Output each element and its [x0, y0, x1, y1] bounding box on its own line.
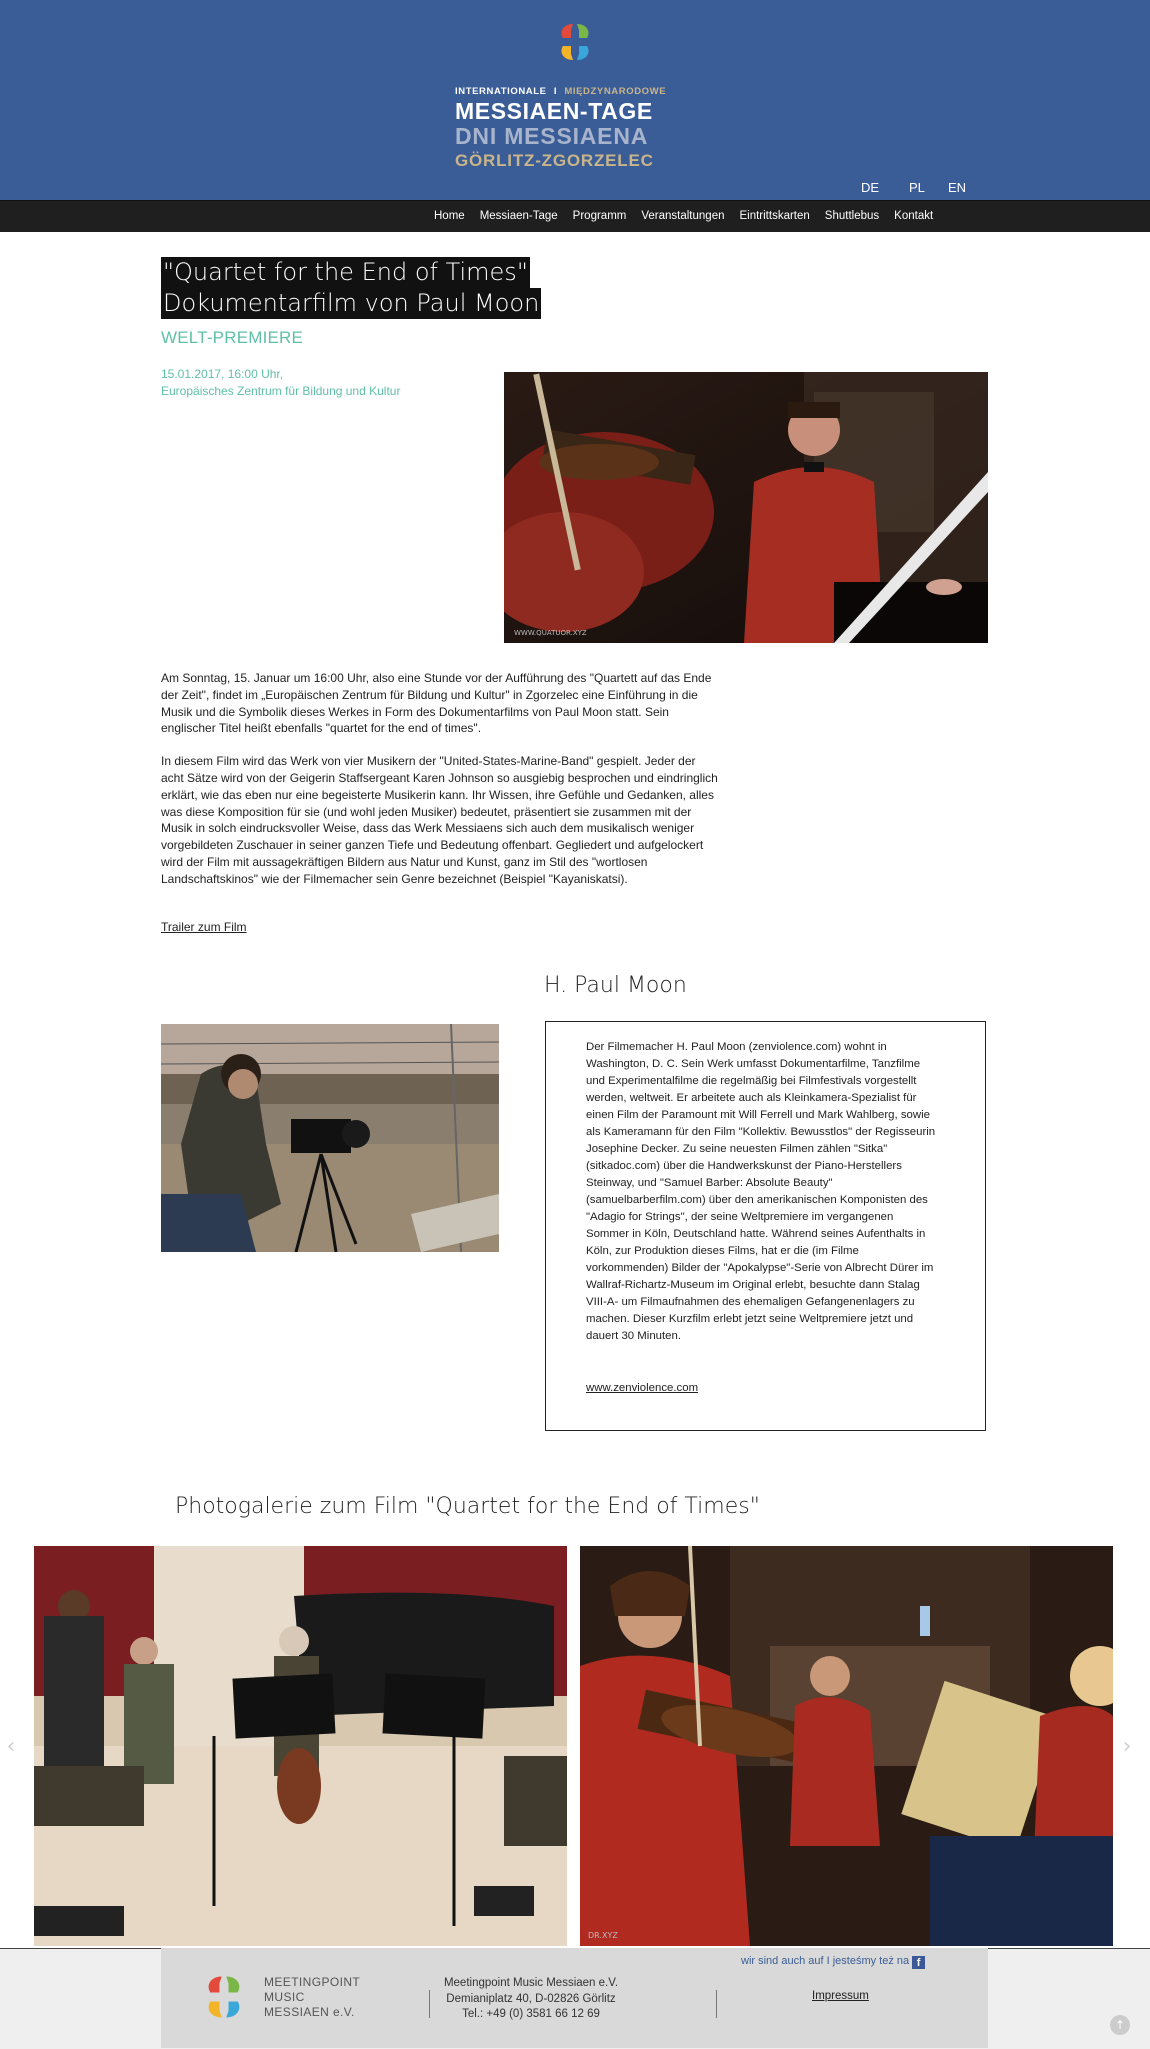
nav-eintrittskarten[interactable]: Eintrittskarten	[739, 210, 810, 222]
nav-home[interactable]: Home	[434, 210, 465, 222]
bio-text: Der Filmemacher H. Paul Moon (zenviolence.com) wohnt in Washington, D. C. Sein Werk umfasst Dokumentarfilme, Tanzfilme und Experimentalfilme die regelmäßig bei Filmfestivals vorgestellt werden, weltweit. Er arbeitete auch als Kleinkamera-Spezialist für einen Film der Paramount mit Will Ferrell und Mark Wahlberg, sowie als Kameramann für den Film "Kollektiv. Bewusstlos" der Regisseurin Josephine Decker. Zu seine neuesten Filmen zählen "Sitka" (sitkadoc.com) über die Handwerkskunst der Piano-Herstellers Steinway, und "Samuel Barber: Absolute Beauty" (samuelbarberfilm.com) über den amerikanischen Komponisten des "Adagio for Strings", der seine Weltpremiere im vergangenen Sommer in Köln, Deutschland hatte. Während seines Aufenthalts in Köln, zur Produktion dieses Films, hat er die (im Filme vorkommenden) Bilder der "Apokalypse"-Serie von Albrecht Dürer im Wallraf-Richartz-Museum im Original erlebt, besuchte dann Stalag VIII-A- um Filmaufnahmen des ehemaligen Gefangenenlagers zu machen. Dieser Kurzfilm erlebt jetzt seine Weltpremiere jetzt und dauert 30 Minuten.	[586, 1041, 936, 1342]
footer-social[interactable]: wir sind auch auf I jesteśmy też na f	[741, 1955, 925, 1969]
paragraph-1: Am Sonntag, 15. Januar um 16:00 Uhr, also eine Stunde vor der Aufführung des "Quartett auf das Ende der Zeit", findet im „Europäischen Zentrum für Bildung und Kultur" in Zgorzelec eine Einführung in die Musik und die Symbolik dieses Werkes in Form des Dokumentarfilms von Paul Moon statt. Sein englischer Titel heißt ebenfalls "quartet for the end of times".	[161, 671, 712, 736]
site-footer	[161, 1948, 988, 2048]
lang-de-link[interactable]: DE	[861, 180, 880, 195]
paragraph-2: In diesem Film wird das Werk von vier Musikern der "United-States-Marine-Band" gespielt. Jeder der acht Sätze wird von der Geigerin Staffsergeant Karen Johnson so ausgiebig besprochen und eindringlich erklärt, wie das eben nur eine begeisterte Musikerin kann. Ihr Wissen, ihre Gefühle und Gedanken, alles was diese Komposition für sie (und wohl jeden Musiker) bedeutet, präsentiert sie zusammen mit der Musik in solch eindrucksvoller Weise, dass das Werk Messiaens sich auch dem musikalisch weniger vorgebildeten Zuschauer in seiner ganzen Tiefe und Bedeutung offenbart. Gegliedert und aufgelockert wird der Film mit aussagekräftigen Bildern aus Natur und Kunst, ganz im Stil des "wortlosen Landschaftskinos" wie der Filmemacher sein Genre bezeichnet (Beispiel "Kayaniskatsi).	[161, 754, 718, 886]
gallery-next-arrow[interactable]: ›	[1122, 1733, 1132, 1759]
gallery-heading: Photogalerie zum Film "Quartet for the End of Times"	[175, 1494, 760, 1519]
bio-heading: H. Paul Moon	[544, 973, 687, 998]
bio-box	[545, 1021, 986, 1431]
lang-en-link[interactable]: EN	[948, 180, 967, 195]
footer-divider	[429, 1990, 430, 2018]
footer-address: Meetingpoint Music Messiaen e.V. Demianiplatz 40, D-02826 Görlitz Tel.: +49 (0) 3581 66 12 69	[443, 1977, 619, 2020]
festival-name-pl: DNI MESSIAENA	[455, 123, 649, 149]
festival-name-de: MESSIAEN-TAGE	[455, 98, 653, 124]
nav-veranstaltungen[interactable]: Veranstaltungen	[641, 210, 725, 222]
photo-gallery	[0, 1546, 1150, 1946]
main-navigation	[0, 200, 1150, 232]
gallery-image-1[interactable]	[34, 1546, 567, 1946]
facebook-icon[interactable]: f	[912, 1956, 925, 1969]
nav-shuttlebus[interactable]: Shuttlebus	[824, 210, 880, 222]
subtitle: WELT-PREMIERE	[161, 328, 304, 347]
page-title	[161, 257, 541, 319]
festival-logo-icon[interactable]	[553, 20, 597, 64]
scroll-to-top-icon[interactable]: ↑	[1110, 2015, 1130, 2035]
meetingpoint-logo-icon[interactable]	[199, 1972, 249, 2022]
footer-org-name: MEETINGPOINT MUSIC MESSIAEN e.V.	[264, 1975, 361, 2019]
festival-tagline: INTERNATIONALE I MIĘDZYNARODOWE	[455, 86, 667, 97]
title-line-1: "Quartet for the End of Times"	[163, 258, 528, 286]
nav-messiaen-tage[interactable]: Messiaen-Tage	[479, 210, 558, 222]
trailer-link[interactable]: Trailer zum Film	[161, 920, 247, 934]
footer-divider	[716, 1990, 717, 2018]
lang-pl-link[interactable]: PL	[909, 180, 925, 195]
festival-wordmark[interactable]	[455, 86, 715, 172]
gallery-watermark: DR.XYZ	[588, 1931, 618, 1940]
image-watermark: WWW.QUATUOR.XYZ	[514, 629, 587, 637]
title-line-2: Dokumentarfilm von Paul Moon	[163, 289, 540, 317]
site-header	[0, 0, 1150, 200]
impressum-link[interactable]: Impressum	[812, 1990, 869, 2002]
zenviolence-link[interactable]: www.zenviolence.com	[586, 1382, 699, 1394]
gallery-image-2[interactable]	[580, 1546, 1113, 1946]
event-info	[161, 366, 400, 400]
nav-programm[interactable]: Programm	[572, 210, 627, 222]
filmmaker-photo	[161, 1024, 499, 1252]
event-venue: Europäisches Zentrum für Bildung und Kultur	[161, 384, 401, 398]
article-body	[161, 670, 721, 904]
gallery-prev-arrow[interactable]: ‹	[6, 1733, 16, 1759]
event-date: 15.01.2017, 16:00 Uhr,	[161, 367, 284, 381]
festival-location: GÖRLITZ-ZGORZELEC	[455, 151, 654, 170]
film-still-image	[504, 372, 988, 643]
nav-kontakt[interactable]: Kontakt	[894, 210, 934, 222]
